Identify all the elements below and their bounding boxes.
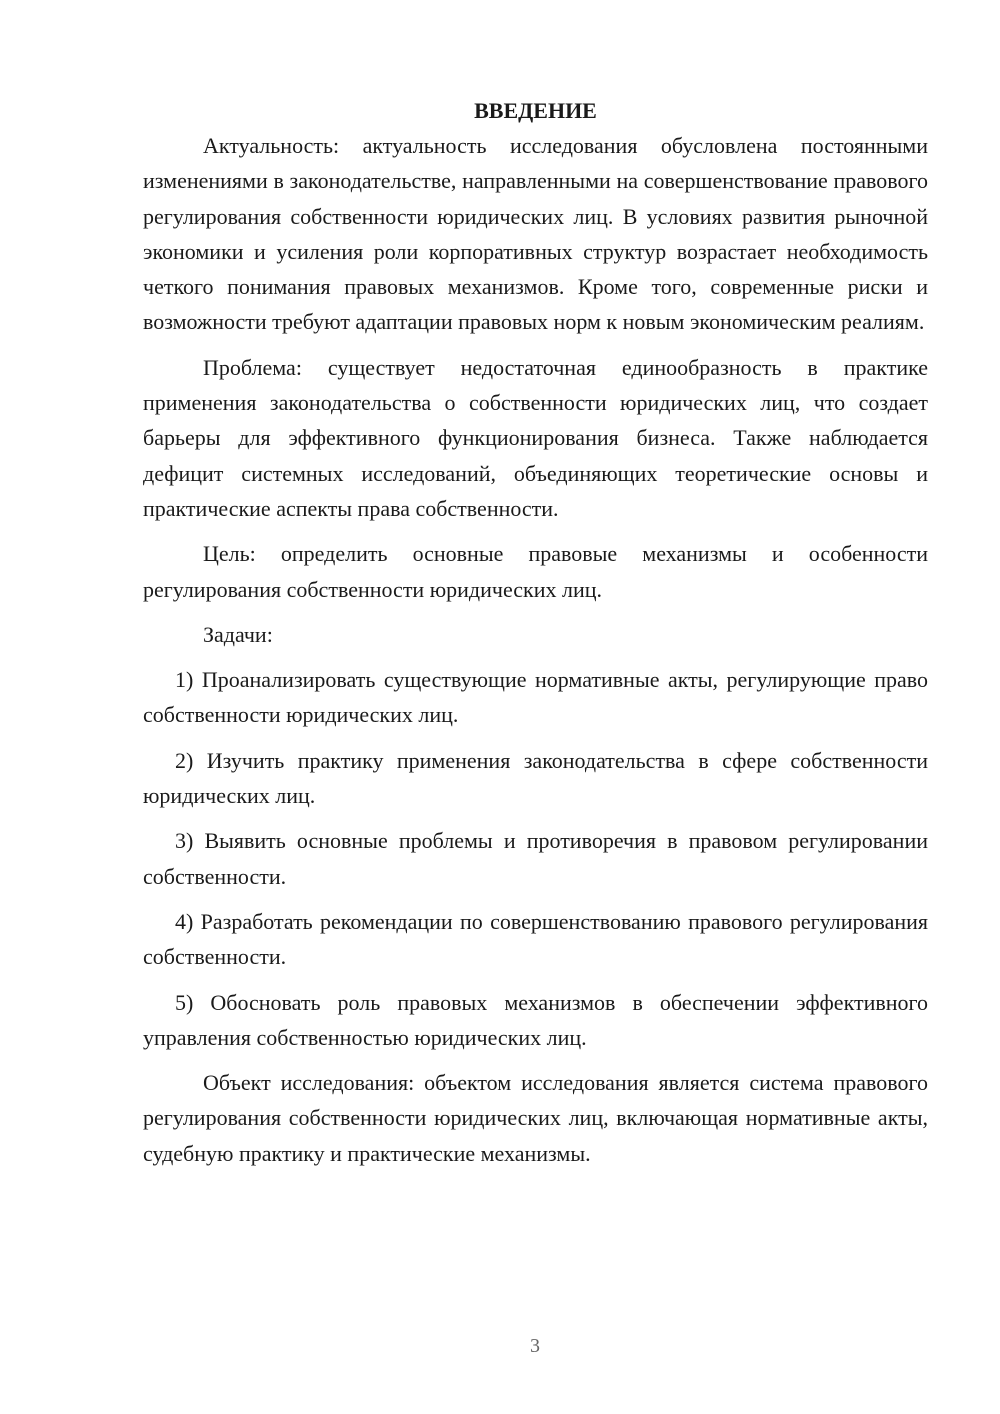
object-paragraph: Объект исследования: объектом исследования является система правового регулирования собственности юридических лиц, включающая нормативные акты, судебную практику и практические механизмы. bbox=[143, 1070, 928, 1166]
page-number: 3 bbox=[530, 1335, 540, 1357]
goal-paragraph: Цель: определить основные правовые механизмы и особенности регулирования собственности юридических лиц. bbox=[143, 541, 928, 602]
task-item-4: 4) Разработать рекомендации по совершенствованию правового регулирования собственности. bbox=[143, 908, 928, 970]
page-title: ВВЕДЕНИЕ bbox=[474, 98, 597, 123]
document-page bbox=[143, 93, 928, 1171]
task-item-5: 5) Обосновать роль правовых механизмов в обеспечении эффективного управления собственностью юридических лиц. bbox=[143, 989, 928, 1050]
problem-paragraph: Проблема: существует недостаточная единообразность в практике применения законодательства о собственности юридических лиц, что создает барьеры для эффективного функционирования бизнеса. Также наблюдается дефицит системных исследований, объединяющих теоретические основы и практические аспекты права собственности. bbox=[143, 354, 928, 521]
task-item-2: 2) Изучить практику применения законодательства в сфере собственности юридических лиц. bbox=[143, 747, 928, 809]
relevance-paragraph: Актуальность: актуальность исследования обусловлена постоянными изменениями в законодательстве, направленными на совершенствование правового регулирования собственности юридических лиц. В условиях развития рыночной экономики и усиления роли корпоративных структур возрастает необходимость четкого понимания правовых механизмов. Кроме того, современные риски и возможности требуют адаптации правовых норм к новым экономическим реалиям. bbox=[143, 133, 928, 335]
tasks-label: Задачи: bbox=[203, 621, 273, 647]
task-item-1: 1) Проанализировать существующие нормативные акты, регулирующие право собственности юридических лиц. bbox=[143, 667, 928, 728]
task-item-3: 3) Выявить основные проблемы и противоречия в правовом регулировании собственности. bbox=[143, 828, 928, 889]
